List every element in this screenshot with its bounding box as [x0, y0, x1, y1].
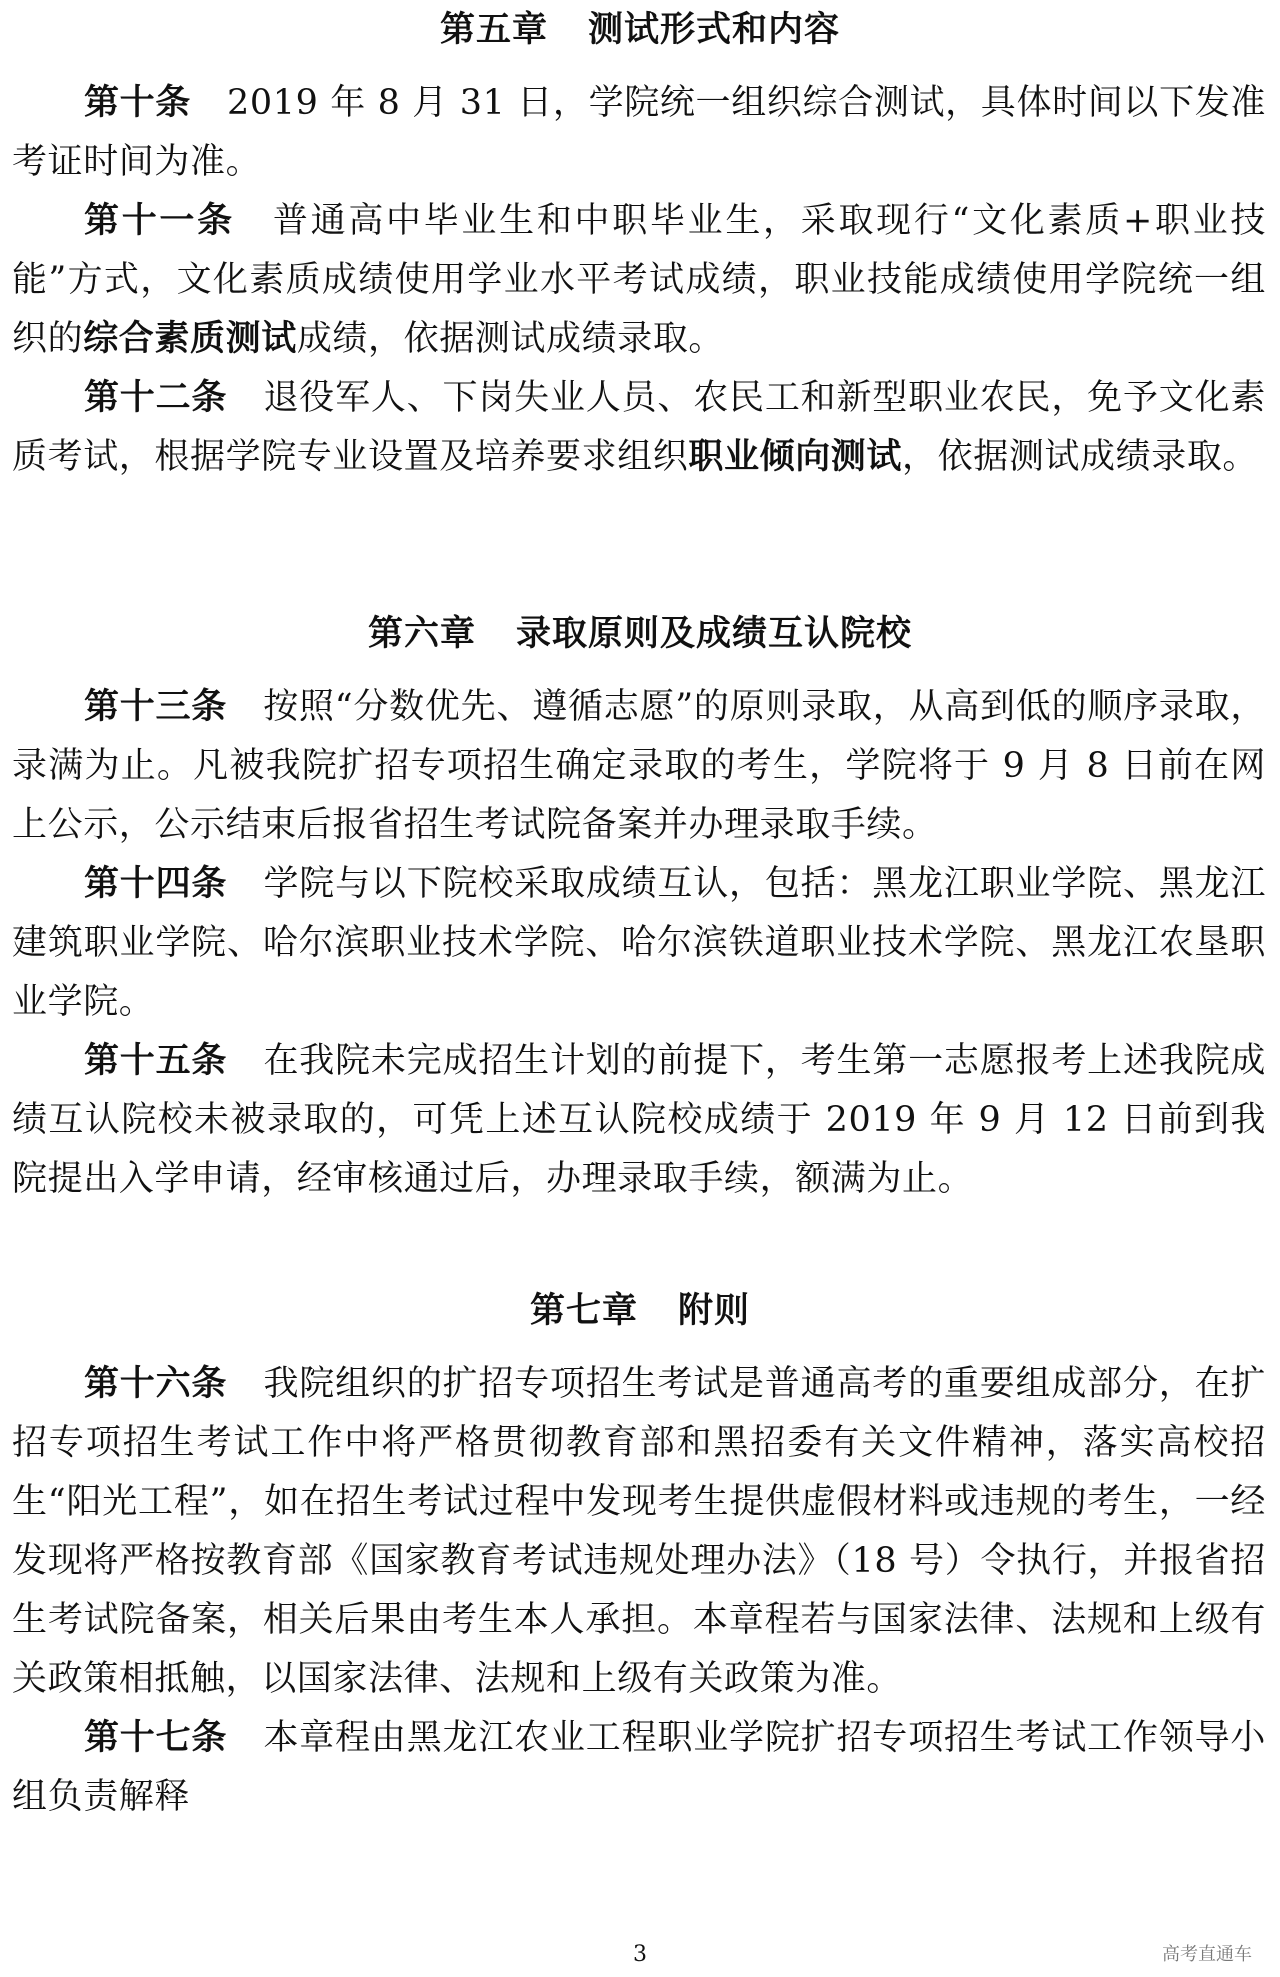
- article-text: 退役军人、下岗失业人员、农民工和新型职业农民，免予文化素质考试，根据学院专业设置及培养要求组织: [12, 378, 1266, 477]
- article-label: 第十一条: [84, 201, 235, 241]
- article-paragraph: [0, 369, 1280, 487]
- chapter-six-section: [0, 604, 1280, 1209]
- article-text: 成绩，依据测试成绩录取。: [296, 319, 725, 359]
- chapter-seven-section: [0, 1281, 1280, 1827]
- article-label: 第十条: [84, 83, 191, 123]
- article-text: 本章程由黑龙江农业工程职业学院扩招专项招生考试工作领导小组负责解释: [12, 1718, 1266, 1817]
- article-paragraph: [0, 1032, 1280, 1209]
- article-text: 按照“分数优先、遵循志愿”的原则录取，从高到低的顺序录取，录满为止。凡被我院扩招专项招生确定录取的考生，学院将于 9 月 8 日前在网上公示，公示结束后报省招生考试院备案并办理录取手续。: [12, 687, 1266, 845]
- chapter-heading: [0, 1281, 1280, 1341]
- article-paragraph: [0, 1355, 1280, 1709]
- watermark-text: 高考直通车: [1162, 1944, 1252, 1965]
- article-paragraph: [0, 192, 1280, 369]
- article-text: 我院组织的扩招专项招生考试是普通高考的重要组成部分，在扩招专项招生考试工作中将严格贯彻教育部和黑招委有关文件精神，落实高校招生“阳光工程”，如在招生考试过程中发现考生提供虚假材料或违规的考生，一经发现将严格按教育部《国家教育考试违规处理办法》（18 号）令执行，并报省招生考试院备案，相关后果由考生本人承担。本章程若与国家法律、法规和上级有关政策相抵触，以国家法律、法规和上级有关政策为准。: [12, 1364, 1266, 1699]
- article-label: 第十二条: [84, 378, 228, 418]
- article-label: 第十五条: [84, 1041, 228, 1081]
- article-paragraph: [0, 1709, 1280, 1827]
- chapter-subtitle: 录取原则及成绩互认院校: [516, 614, 913, 654]
- article-emphasis: 综合素质测试: [83, 319, 297, 359]
- article-text: 学院与以下院校采取成绩互认，包括：黑龙江职业学院、黑龙江建筑职业学院、哈尔滨职业技术学院、哈尔滨铁道职业技术学院、黑龙江农垦职业学院。: [12, 864, 1266, 1022]
- chapter-five-section: [0, 0, 1280, 487]
- chapter-heading: [0, 0, 1280, 60]
- chapter-subtitle: 测试形式和内容: [588, 10, 841, 50]
- article-label: 第十七条: [84, 1718, 228, 1758]
- chapter-number: 第七章: [529, 1291, 638, 1331]
- article-label: 第十六条: [84, 1364, 228, 1404]
- article-emphasis: 职业倾向测试: [688, 437, 903, 477]
- chapter-subtitle: 附则: [678, 1291, 751, 1331]
- article-paragraph: [0, 855, 1280, 1032]
- chapter-heading: [0, 604, 1280, 664]
- article-text: 2019 年 8 月 31 日，学院统一组织综合测试，具体时间以下发准考证时间为准。: [12, 83, 1266, 182]
- article-text: ，依据测试成绩录取。: [902, 437, 1259, 477]
- chapter-number: 第五章: [439, 10, 548, 50]
- page-number: 3: [633, 1942, 647, 1967]
- article-label: 第十三条: [84, 687, 228, 727]
- article-text: 普通高中毕业生和中职毕业生，采取现行“文化素质+职业技能”方式，文化素质成绩使用学业水平考试成绩，职业技能成绩使用学院统一组织的: [12, 201, 1266, 359]
- article-label: 第十四条: [84, 864, 228, 904]
- article-text: 在我院未完成招生计划的前提下，考生第一志愿报考上述我院成绩互认院校未被录取的，可凭上述互认院校成绩于 2019 年 9 月 12 日前到我院提出入学申请，经审核通过后，办理录取手续，额满为止。: [12, 1041, 1266, 1199]
- chapter-number: 第六章: [367, 614, 476, 654]
- article-paragraph: [0, 74, 1280, 192]
- article-paragraph: [0, 678, 1280, 855]
